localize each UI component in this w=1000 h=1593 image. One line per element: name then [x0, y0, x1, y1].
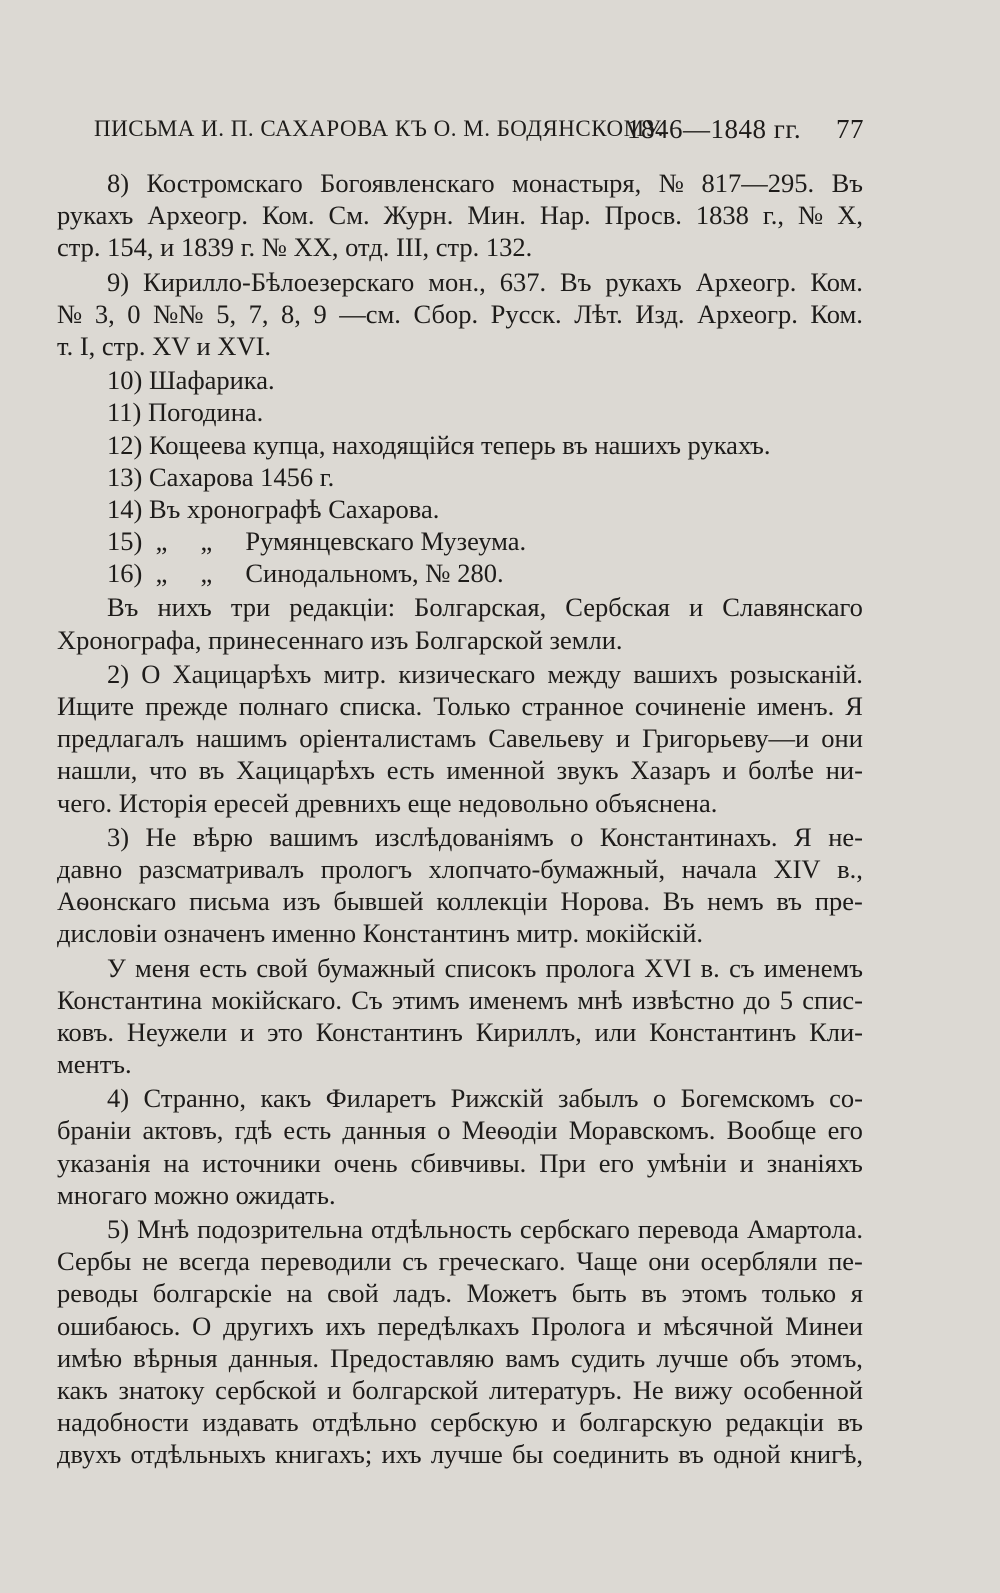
text-line: Въ нихъ три редакціи: Болгарская, Сербская и Славянскаго: [107, 592, 863, 623]
text-line: Константина мокійскаго. Съ этимъ именемъ мнѣ извѣстно до 5 спис-: [57, 984, 863, 1015]
page-body-text: [57, 168, 863, 1472]
text-line: браніи актовъ, гдѣ есть данныя о Меѳодіи Моравскомъ. Вообще его: [57, 1115, 863, 1146]
text-line: двухъ отдѣльныхъ книгахъ; ихъ лучше бы соединить въ одной книгѣ,: [57, 1439, 863, 1470]
text-line: многаго можно ожидать.: [57, 1179, 336, 1210]
text-line: ошибаюсь. О другихъ ихъ передѣлкахъ Пролога и мѣсячной Минеи: [57, 1310, 863, 1341]
text-line: реводы болгарскіе на свой ладъ. Можетъ быть въ этомъ только я: [57, 1278, 863, 1309]
text-line: 13) Сахарова 1456 г.: [107, 461, 335, 492]
text-line: № 3, 0 №№ 5, 7, 8, 9 —см. Сбор. Русск. Лѣт. Изд. Археогр. Ком.: [57, 298, 863, 329]
text-line: рукахъ Археогр. Ком. См. Журн. Мин. Нар. Просв. 1838 г., № X,: [57, 200, 863, 231]
text-line: 5) Мнѣ подозрительна отдѣльность сербскаго перевода Амартола.: [107, 1214, 863, 1244]
text-line: указанія на источники очень сбивчивы. При его умѣніи и знаніяхъ: [57, 1147, 863, 1178]
text-line: давно разсматривалъ прологъ хлопчато-бумажный, начала XIV в.,: [57, 853, 863, 884]
text-line: Ищите прежде полнаго списка. Только странное сочиненіе именъ. Я: [57, 691, 863, 721]
text-line: 16) „ „ Синодальномъ, № 280.: [107, 558, 504, 589]
text-line: Аѳонскаго письма изъ бывшей коллекціи Норова. Въ немъ въ пре-: [57, 886, 863, 917]
text-line: нашли, что въ Хацицарѣхъ есть именной звукъ Хазаръ и болѣе ни-: [57, 755, 863, 786]
text-line: ковъ. Неужели и это Константинъ Кириллъ, или Константинъ Кли-: [57, 1016, 863, 1047]
text-line: У меня есть свой бумажный списокъ пролога XVI в. съ именемъ: [107, 952, 863, 983]
running-years: 1846—1848 гг.: [627, 114, 802, 144]
text-line: какъ знатоку сербской и болгарской литературъ. Не вижу особенной: [57, 1374, 863, 1405]
text-line: т. I, стр. XV и XVI.: [57, 330, 272, 361]
running-header: [94, 114, 864, 150]
text-line: ментъ.: [57, 1049, 132, 1080]
text-line: 3) Не вѣрю вашимъ изслѣдованіямъ о Константинахъ. Я не-: [107, 821, 863, 852]
text-line: 11) Погодина.: [107, 397, 264, 428]
text-line: Хронографа, принесеннаго изъ Болгарской земли.: [57, 624, 623, 655]
text-line: чего. Исторія ересей древнихъ еще недовольно объяснена.: [57, 787, 718, 818]
text-line: 10) Шафарика.: [107, 365, 275, 396]
text-line: 14) Въ хронографѣ Сахарова.: [107, 493, 440, 524]
text-line: 15) „ „ Румянцевскаго Музеума.: [107, 526, 527, 557]
running-title: ПИСЬМА И. П. САХАРОВА КЪ О. М. БОДЯНСКОМУ.: [94, 116, 664, 141]
text-line: имѣю вѣрныя данныя. Предоставляю вамъ судить лучше объ этомъ,: [57, 1342, 863, 1373]
text-line: 9) Кирилло-Бѣлоезерскаго мон., 637. Въ рукахъ Археогр. Ком.: [107, 266, 863, 297]
text-line: 8) Костромскаго Богоявленскаго монастыря, № 817—295. Въ: [107, 168, 863, 198]
page-number: 77: [836, 114, 864, 144]
text-line: предлагалъ нашимъ оріенталистамъ Савельеву и Григорьеву—и они: [57, 723, 863, 754]
text-line: дисловіи означенъ именно Константинъ митр. мокійскій.: [57, 918, 704, 949]
text-line: Сербы не всегда переводили съ греческаго. Чаще они осербляли пе-: [57, 1246, 863, 1277]
text-line: надобности издавать отдѣльно сербскую и болгарскую редакціи въ: [57, 1407, 863, 1438]
text-line: стр. 154, и 1839 г. № XX, отд. III, стр. 132.: [57, 232, 533, 263]
text-line: 12) Кощеева купца, находящійся теперь въ нашихъ рукахъ.: [107, 429, 771, 460]
text-line: 2) О Хацицарѣхъ митр. кизическаго между вашихъ розысканій.: [107, 658, 863, 689]
text-line: 4) Странно, какъ Филаретъ Рижскій забылъ о Богемскомъ со-: [107, 1083, 863, 1114]
